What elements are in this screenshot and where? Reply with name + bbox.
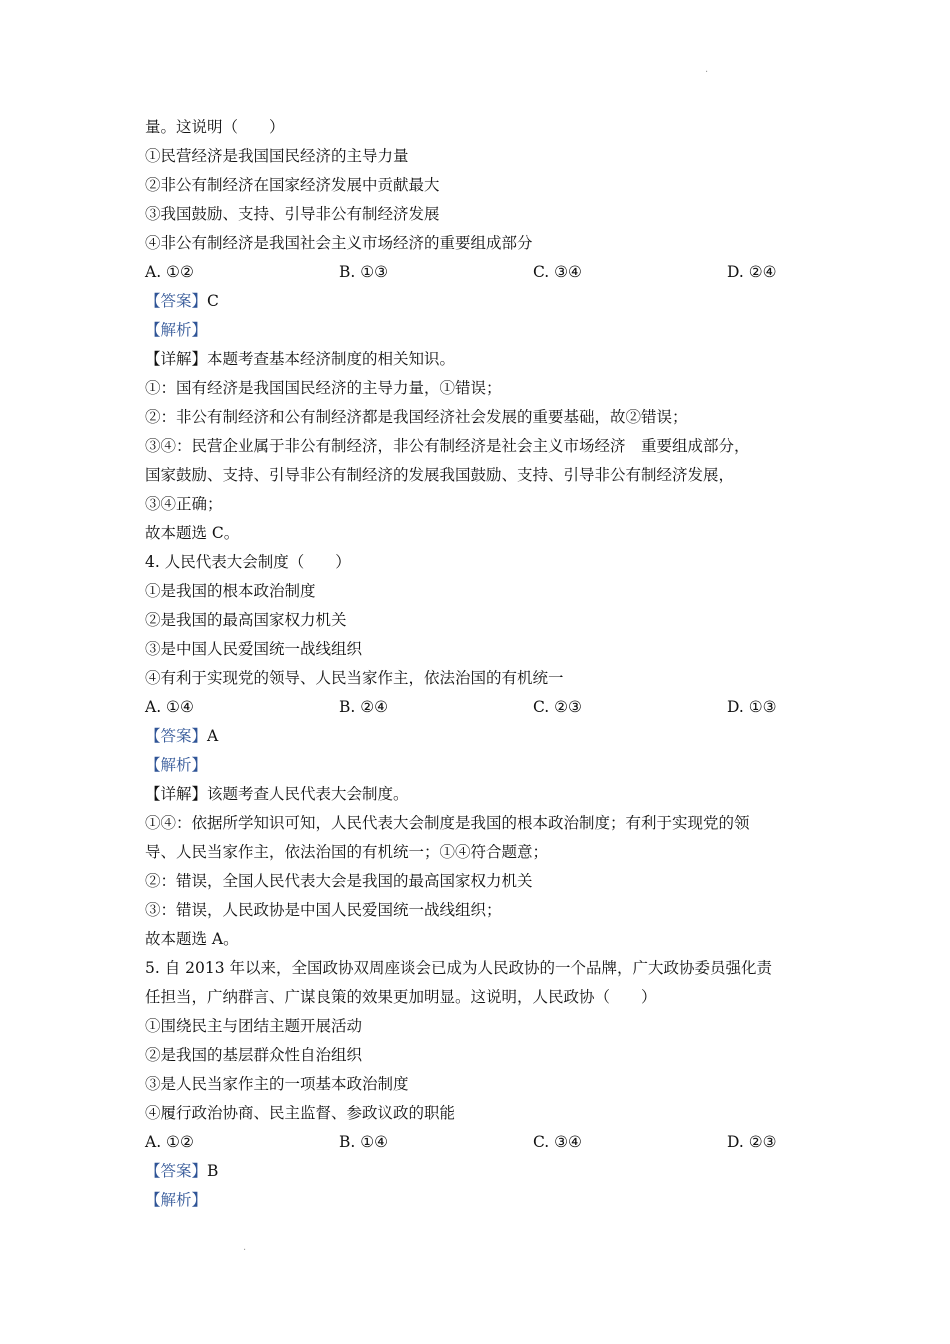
footer-dot: . <box>243 1242 247 1253</box>
q3-answer <box>145 287 810 316</box>
q3-option-b: B. ①③ <box>339 263 389 281</box>
q4-option-d: D. ①③ <box>727 698 777 716</box>
q3-option-d: D. ②④ <box>727 263 777 281</box>
q3-explanation-5: 国家鼓励、支持、引导非公有制经济的发展我国鼓励、支持、引导非公有制经济发展， <box>145 466 735 484</box>
q5-item-2: ②是我国的基层群众性自治组织 <box>145 1046 363 1064</box>
q5-answer <box>145 1157 810 1186</box>
q3-answer-tag: 【答案】 <box>145 292 208 310</box>
q5-item-3: ③是人民当家作主的一项基本政治制度 <box>145 1075 409 1093</box>
q3-option-c: C. ③④ <box>533 263 582 281</box>
q4-stem: 4. 人民代表大会制度（ ） <box>145 553 351 571</box>
q3-explanation-3: ②：非公有制经济和公有制经济都是我国经济社会发展的重要基础，故②错误； <box>145 408 688 426</box>
q4-answer <box>145 722 810 751</box>
q5-answer-tag: 【答案】 <box>145 1162 208 1180</box>
q4-item-4: ④有利于实现党的领导、人民当家作主，依法治国的有机统一 <box>145 669 564 687</box>
q4-item-2: ②是我国的最高国家权力机关 <box>145 611 347 629</box>
q4-explanation-6: 故本题选 A。 <box>145 930 239 948</box>
q3-item-4: ④非公有制经济是我国社会主义市场经济的重要组成部分 <box>145 234 533 252</box>
q3-option-a: A. ①② <box>145 263 194 281</box>
header-dot: . <box>705 64 709 75</box>
q5-answer-value: B <box>207 1162 219 1180</box>
q3-answer-value: C <box>207 292 219 310</box>
q3-item-3: ③我国鼓励、支持、引导非公有制经济发展 <box>145 205 440 223</box>
q5-item-1: ①围绕民主与团结主题开展活动 <box>145 1017 363 1035</box>
q4-option-a: A. ①④ <box>145 698 194 716</box>
q5-item-4: ④履行政治协商、民主监督、参政议政的职能 <box>145 1104 456 1122</box>
q3-explanation-2: ①：国有经济是我国国民经济的主导力量，①错误； <box>145 379 502 397</box>
q4-option-b: B. ②④ <box>339 698 389 716</box>
q4-explanation-3: 导、人民当家作主，依法治国的有机统一；①④符合题意； <box>145 843 549 861</box>
q4-item-3: ③是中国人民爱国统一战线组织 <box>145 640 363 658</box>
q3-explanation-4: ③④：民营企业属于非公有制经济，非公有制经济是社会主义市场经济 重要组成部分， <box>145 437 750 455</box>
q5-stem-line-2: 任担当，广纳群言、广谋良策的效果更加明显。这说明，人民政协（ ） <box>145 988 657 1006</box>
q3-analysis-tag: 【解析】 <box>145 321 208 339</box>
q5-option-d: D. ②③ <box>727 1133 777 1151</box>
q4-answer-value: A <box>207 727 219 745</box>
q5-option-b: B. ①④ <box>339 1133 389 1151</box>
document-content <box>145 113 810 1215</box>
q3-explanation-1: 【详解】本题考查基本经济制度的相关知识。 <box>145 350 456 368</box>
q3-stem-tail: 量。这说明（ ） <box>145 118 285 136</box>
q3-item-2: ②非公有制经济在国家经济发展中贡献最大 <box>145 176 440 194</box>
q4-option-c: C. ②③ <box>533 698 582 716</box>
q4-answer-tag: 【答案】 <box>145 727 208 745</box>
q5-analysis-tag: 【解析】 <box>145 1191 208 1209</box>
q4-analysis-tag: 【解析】 <box>145 756 208 774</box>
q4-explanation-4: ②：错误，全国人民代表大会是我国的最高国家权力机关 <box>145 872 533 890</box>
q5-stem-line-1: 5. 自 2013 年以来，全国政协双周座谈会已成为人民政协的一个品牌，广大政协委员强化责 <box>145 959 773 977</box>
q5-option-a: A. ①② <box>145 1133 194 1151</box>
q4-explanation-2: ①④：依据所学知识可知，人民代表大会制度是我国的根本政治制度；有利于实现党的领 <box>145 814 750 832</box>
q4-explanation-1: 【详解】该题考查人民代表大会制度。 <box>145 785 409 803</box>
q5-option-c: C. ③④ <box>533 1133 582 1151</box>
q3-explanation-6: ③④正确； <box>145 495 223 513</box>
q4-item-1: ①是我国的根本政治制度 <box>145 582 316 600</box>
q3-explanation-7: 故本题选 C。 <box>145 524 240 542</box>
q4-options <box>145 693 810 722</box>
q5-options <box>145 1128 810 1157</box>
q4-explanation-5: ③：错误，人民政协是中国人民爱国统一战线组织； <box>145 901 502 919</box>
q3-item-1: ①民营经济是我国国民经济的主导力量 <box>145 147 409 165</box>
q3-options <box>145 258 810 287</box>
